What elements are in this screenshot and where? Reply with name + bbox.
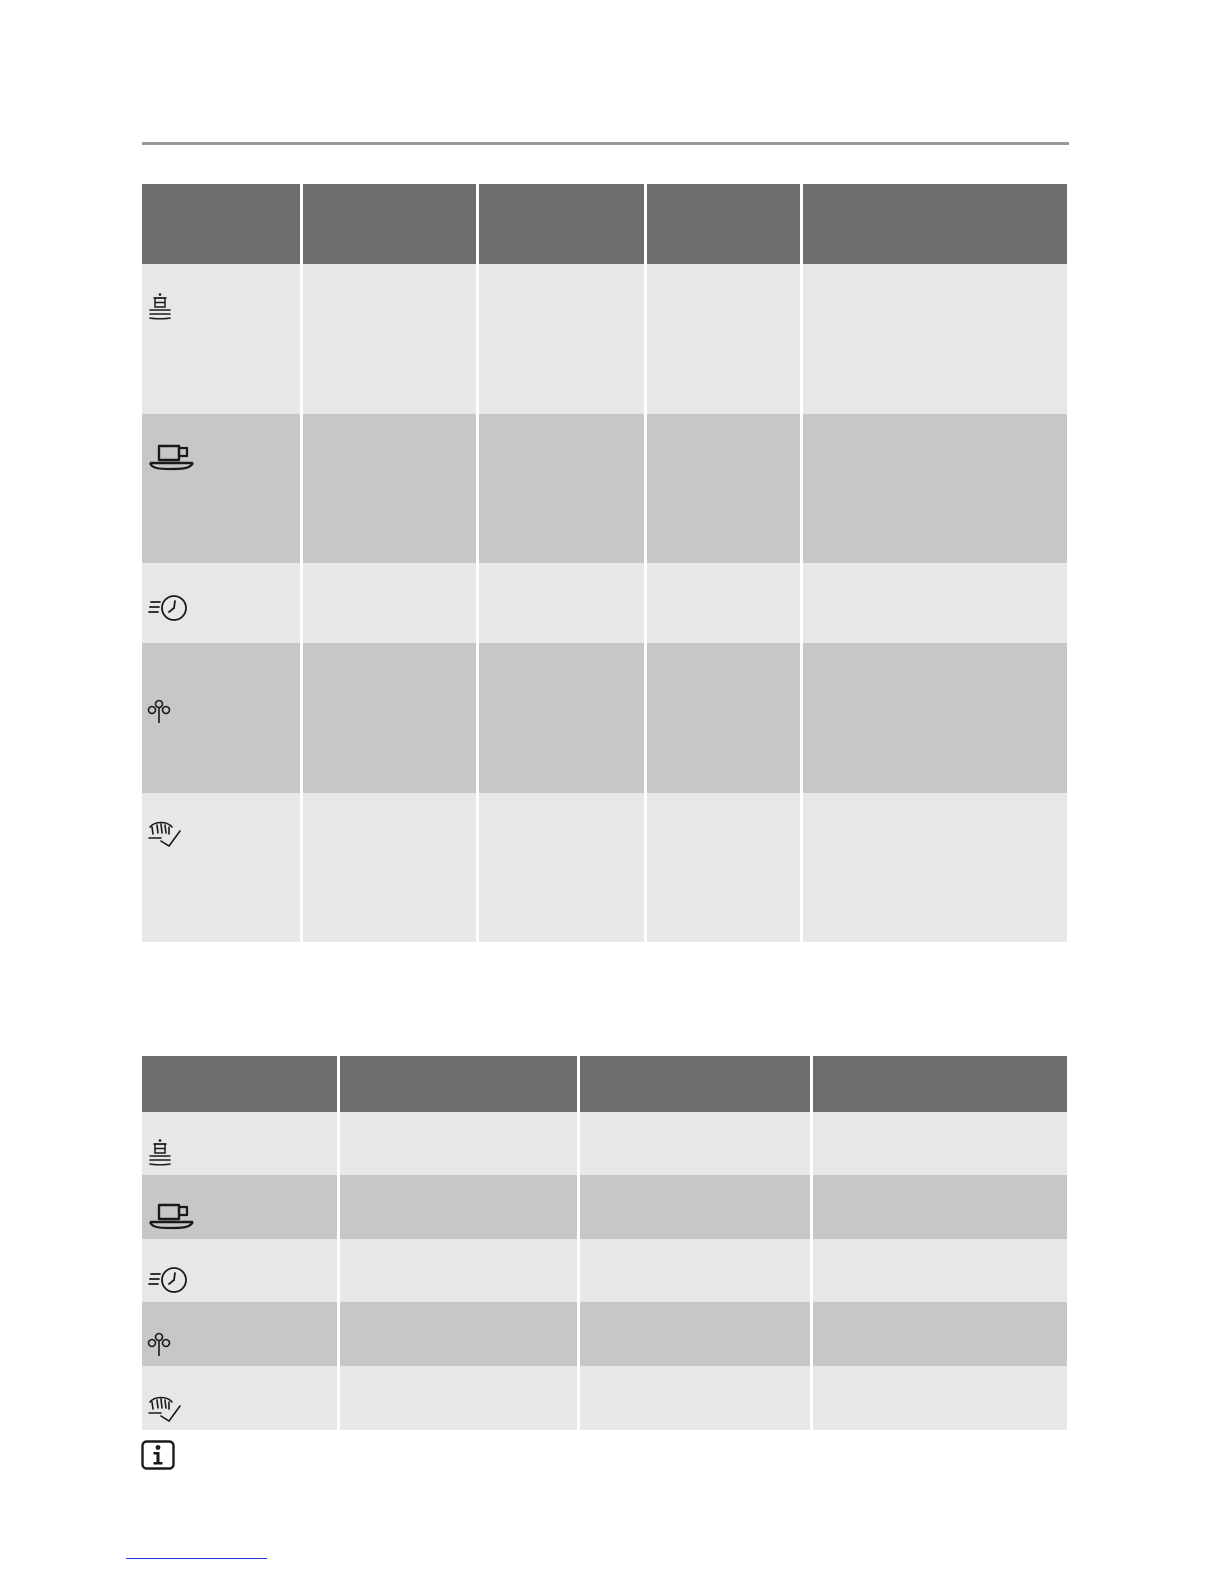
table-cell (647, 563, 803, 643)
table-cell (647, 414, 803, 563)
program-cell (142, 643, 303, 793)
normal-program-icon (147, 442, 197, 472)
footer-link-rule (126, 1558, 267, 1559)
table-row (142, 1302, 1067, 1366)
table-cell (303, 793, 479, 942)
table-cell (340, 1366, 580, 1430)
program-cell (142, 1302, 340, 1366)
table-row (142, 1175, 1067, 1239)
table-row (142, 1366, 1067, 1430)
table-cell (303, 264, 479, 414)
program-cell (142, 1239, 340, 1302)
info-icon (141, 1440, 175, 1470)
table-cell (340, 1112, 580, 1175)
table-cell (580, 1175, 813, 1239)
eco-program-icon (147, 1332, 173, 1358)
table-row (142, 264, 1067, 414)
table-header (142, 1056, 1067, 1112)
prewash-program-icon (147, 1394, 183, 1424)
table-cell (647, 793, 803, 942)
program-cell (142, 793, 303, 942)
table-cell (340, 1175, 580, 1239)
table-cell (303, 643, 479, 793)
table-cell (803, 643, 1067, 793)
header-cell (803, 184, 1067, 264)
quick-program-icon (147, 1265, 191, 1295)
header-cell (340, 1056, 580, 1112)
header-cell (647, 184, 803, 264)
program-cell (142, 1175, 340, 1239)
table-header (142, 184, 1067, 264)
table-cell (303, 563, 479, 643)
top-rule (142, 142, 1069, 145)
table-cell (803, 793, 1067, 942)
table-cell (813, 1112, 1067, 1175)
prewash-program-icon (147, 819, 183, 849)
table-cell (803, 563, 1067, 643)
header-cell (303, 184, 479, 264)
consumption-table (142, 1056, 1067, 1430)
header-cell (142, 184, 303, 264)
table-cell (803, 414, 1067, 563)
table-row (142, 1112, 1067, 1175)
table-cell (813, 1302, 1067, 1366)
header-cell (142, 1056, 340, 1112)
table-cell (813, 1239, 1067, 1302)
program-cell (142, 414, 303, 563)
table-cell (813, 1366, 1067, 1430)
program-cell (142, 563, 303, 643)
table-cell (813, 1175, 1067, 1239)
normal-program-icon (147, 1201, 197, 1231)
program-cell (142, 264, 303, 414)
header-cell (479, 184, 647, 264)
table-row (142, 1239, 1067, 1302)
program-table (142, 184, 1067, 942)
table-cell (479, 643, 647, 793)
intensive-program-icon (147, 1138, 175, 1166)
table-cell (479, 563, 647, 643)
table-cell (580, 1366, 813, 1430)
table-row (142, 563, 1067, 643)
table-cell (340, 1239, 580, 1302)
table-cell (647, 264, 803, 414)
program-cell (142, 1366, 340, 1430)
table-row (142, 643, 1067, 793)
table-cell (580, 1239, 813, 1302)
table-cell (479, 414, 647, 563)
table-row (142, 414, 1067, 563)
table-row (142, 793, 1067, 942)
quick-program-icon (147, 593, 191, 623)
table-cell (340, 1302, 580, 1366)
program-cell (142, 1112, 340, 1175)
eco-program-icon (147, 699, 173, 725)
header-cell (813, 1056, 1067, 1112)
table-cell (803, 264, 1067, 414)
table-cell (647, 643, 803, 793)
intensive-program-icon (147, 292, 175, 320)
table-cell (479, 264, 647, 414)
table-cell (479, 793, 647, 942)
table-cell (303, 414, 479, 563)
header-cell (580, 1056, 813, 1112)
table-cell (580, 1302, 813, 1366)
table-cell (580, 1112, 813, 1175)
